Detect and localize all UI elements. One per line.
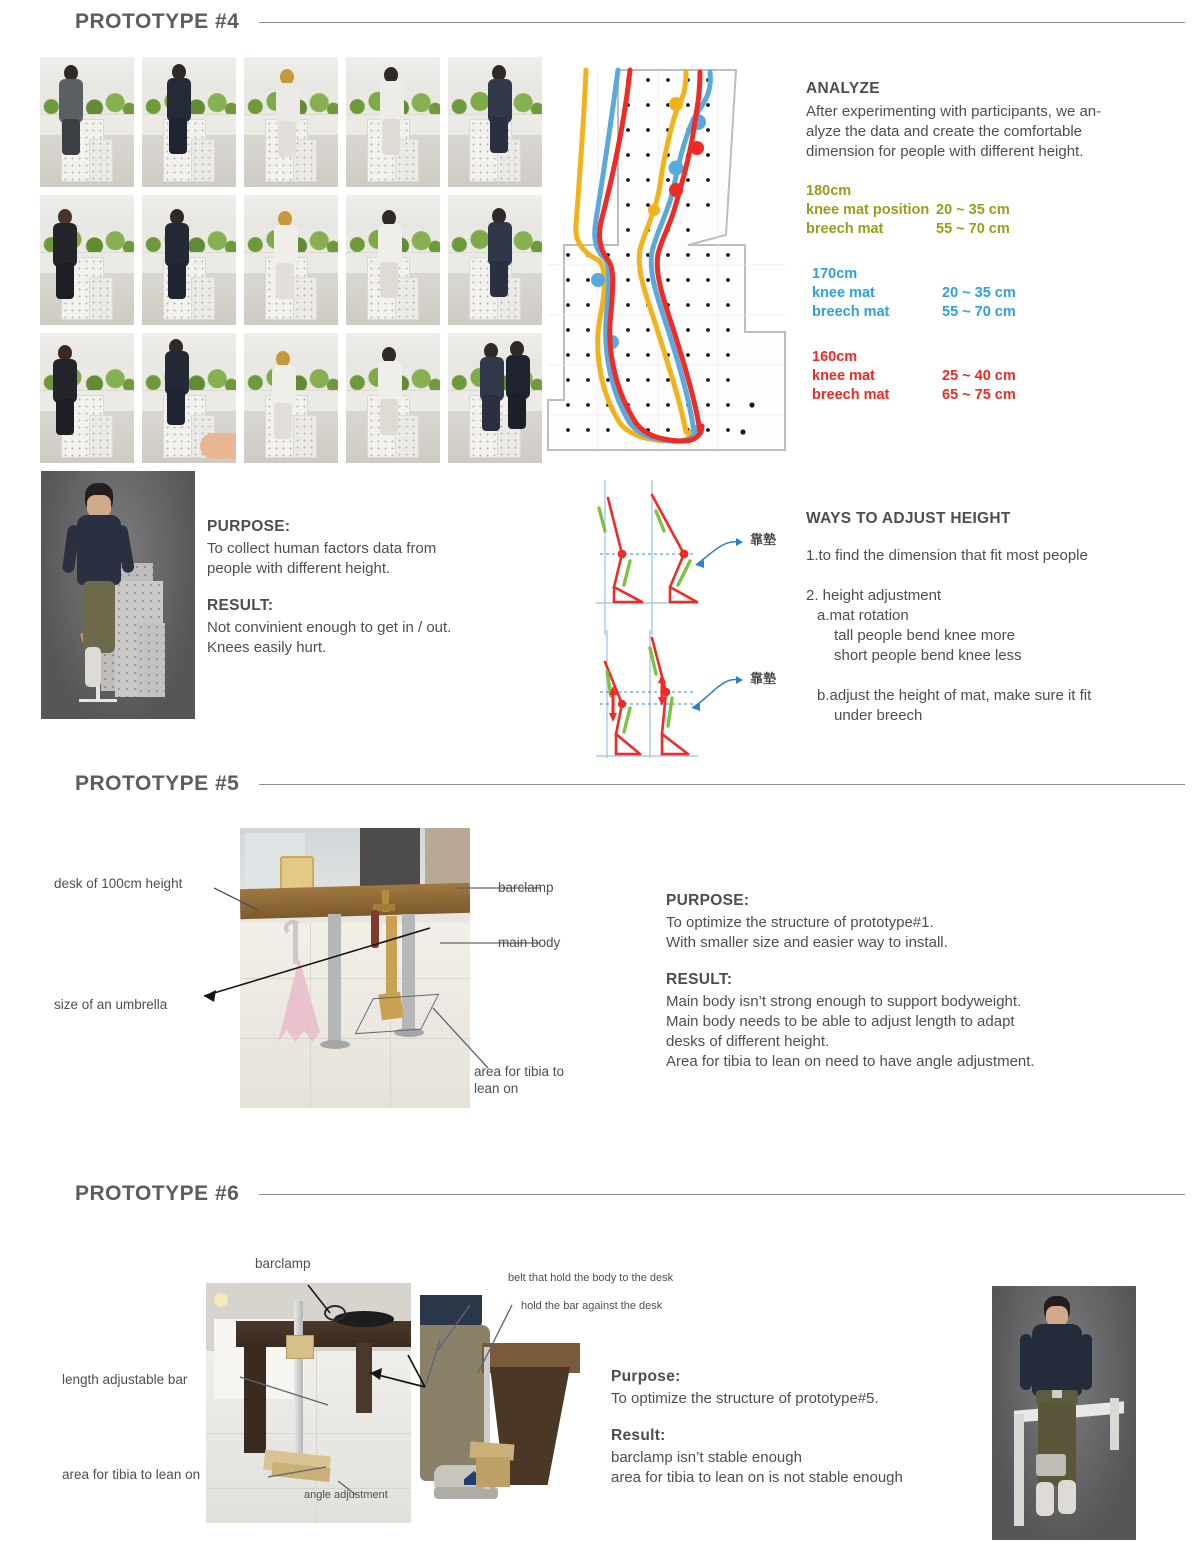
label-tibia-area (474, 1063, 564, 1097)
knee-adjust-diagram-height (580, 630, 800, 780)
analyze-body-line: After experimenting with participants, we an- (806, 103, 1102, 120)
prototype4-purpose-block (207, 518, 537, 579)
label-belt: belt that hold the body to the desk (508, 1272, 674, 1284)
section-title: PROTOTYPE #6 (75, 1182, 240, 1205)
section-header-prototype-5 (75, 772, 1185, 796)
purpose-line: With smaller size and easier way to install. (666, 934, 948, 951)
participant-photo (244, 333, 338, 463)
participant-photo (244, 57, 338, 187)
ways-line: tall people bend knee more (834, 627, 1015, 644)
label-tibia-area: area for tibia to lean on (62, 1467, 201, 1482)
result-heading: Result: (611, 1427, 666, 1444)
dimension-group-180 (806, 182, 1186, 239)
prototype4-hero-photo (41, 471, 195, 719)
dimension-height: 170cm (812, 266, 858, 282)
result-heading: RESULT: (666, 971, 733, 988)
participant-photo (142, 195, 236, 325)
ways-line (806, 666, 1186, 686)
result-line: Not convinient enough to get in / out. (207, 619, 452, 636)
result-line: Area for tibia to lean on need to have angle adjustment. (666, 1053, 1035, 1070)
dimension-row (812, 284, 1186, 303)
ways-line: a.mat rotation (817, 607, 909, 624)
participant-photo (244, 195, 338, 325)
dimension-label: breech mat (806, 221, 884, 237)
participant-photo (40, 57, 134, 187)
participant-photo (142, 333, 236, 463)
ways-line: under breech (834, 707, 923, 724)
analyze-heading: ANALYZE (806, 80, 880, 97)
result-line: Main body needs to be able to adjust length to adapt (666, 1013, 1015, 1030)
participant-photo (40, 333, 134, 463)
prototype4-result-block (207, 597, 537, 658)
section-header-prototype-6 (75, 1182, 1185, 1206)
dimension-label: breech mat (812, 304, 890, 320)
label-tibia-line2: lean on (474, 1081, 519, 1096)
dimension-value: 65 ~ 75 cm (942, 387, 1016, 403)
result-heading: RESULT: (207, 597, 274, 614)
result-line: Knees easily hurt. (207, 639, 327, 656)
participant-photo (448, 57, 542, 187)
prototype6-photo-right (992, 1286, 1136, 1540)
analyze-body-line: alyze the data and create the comfortable (806, 123, 1083, 140)
ways-to-adjust-height-block (806, 510, 1186, 726)
prototype4-photo-grid (40, 57, 542, 463)
dimension-value: 20 ~ 35 cm (936, 202, 1010, 218)
dimension-height: 160cm (812, 349, 858, 365)
dimension-row (812, 303, 1186, 322)
knee-diagram-svg-2 (580, 630, 800, 780)
label-barclamp: barclamp (498, 880, 554, 895)
knee-adjust-diagram-rotation (580, 475, 800, 635)
leg-posture-pegboard-diagram (540, 60, 790, 460)
label-length-adjustable-bar: length adjustable bar (62, 1372, 188, 1387)
label-desk-height: desk of 100cm height (54, 876, 183, 891)
result-line: Main body isn’t strong enough to support bodyweight. (666, 993, 1022, 1010)
ways-line: 2. height adjustment (806, 587, 942, 604)
label-angle-adjustment: angle adjustment (304, 1489, 388, 1501)
purpose-line: To collect human factors data from (207, 540, 437, 557)
purpose-line: To optimize the structure of prototype#1. (666, 914, 934, 931)
participant-photo (346, 57, 440, 187)
participant-photo (40, 195, 134, 325)
dimension-row (806, 201, 1186, 220)
ways-line: 1.to find the dimension that fit most people (806, 547, 1088, 564)
result-line: area for tibia to lean on is not stable enough (611, 1469, 903, 1486)
section-title: PROTOTYPE #5 (75, 772, 240, 795)
dimension-row (812, 386, 1186, 405)
label-umbrella-size: size of an umbrella (54, 997, 168, 1012)
label-hold-bar: hold the bar against the desk (521, 1300, 663, 1312)
knee-diagram-svg-1 (580, 475, 800, 635)
section-divider (259, 784, 1185, 785)
prototype5-purpose-block (666, 892, 1136, 953)
cushion-label: 靠墊 (750, 532, 777, 547)
pegboard-chart-svg (540, 60, 790, 460)
dimension-label: knee mat (812, 285, 875, 301)
ways-line (806, 566, 1186, 586)
participant-photo (142, 57, 236, 187)
prototype5-callout-lines (40, 828, 660, 1118)
dimension-label: knee mat (812, 368, 875, 384)
dimension-value: 20 ~ 35 cm (942, 285, 1016, 301)
participant-photo (346, 333, 440, 463)
section-divider (259, 22, 1185, 23)
ways-line: b.adjust the height of mat, make sure it fit (817, 687, 1092, 704)
dimension-row (806, 220, 1186, 239)
participant-photo (448, 195, 542, 325)
dimension-value: 55 ~ 70 cm (942, 304, 1016, 320)
result-line: desks of different height. (666, 1033, 830, 1050)
dimension-label: knee mat position (806, 202, 930, 218)
purpose-line: people with different height. (207, 560, 391, 577)
ways-heading: WAYS TO ADJUST HEIGHT (806, 510, 1011, 527)
label-main-body: main body (498, 935, 561, 950)
label-barclamp: barclamp (255, 1256, 311, 1271)
participant-photo (448, 333, 542, 463)
analyze-block (806, 80, 1186, 405)
dimension-value: 55 ~ 70 cm (936, 221, 1010, 237)
purpose-heading: PURPOSE: (666, 892, 750, 909)
cushion-label: 靠墊 (750, 671, 777, 686)
purpose-heading: Purpose: (611, 1368, 681, 1385)
dimension-height: 180cm (806, 183, 852, 199)
result-line: barclamp isn’t stable enough (611, 1449, 802, 1466)
purpose-line: To optimize the structure of prototype#5. (611, 1390, 879, 1407)
prototype5-result-block (666, 971, 1136, 1072)
dimension-group-170 (806, 265, 1186, 322)
ways-line: short people bend knee less (834, 647, 1022, 664)
section-title: PROTOTYPE #4 (75, 10, 240, 33)
analyze-body-line: dimension for people with different height. (806, 143, 1084, 160)
prototype6-purpose-block (611, 1368, 1031, 1409)
dimension-group-160 (806, 348, 1186, 405)
dimension-row (812, 367, 1186, 386)
participant-photo (346, 195, 440, 325)
dimension-label: breech mat (812, 387, 890, 403)
prototype6-result-block (611, 1427, 1031, 1488)
label-tibia-line1: area for tibia to (474, 1064, 565, 1079)
section-header-prototype-4 (75, 10, 1185, 34)
section-divider (259, 1194, 1185, 1195)
dimension-value: 25 ~ 40 cm (942, 368, 1016, 384)
purpose-heading: PURPOSE: (207, 518, 291, 535)
